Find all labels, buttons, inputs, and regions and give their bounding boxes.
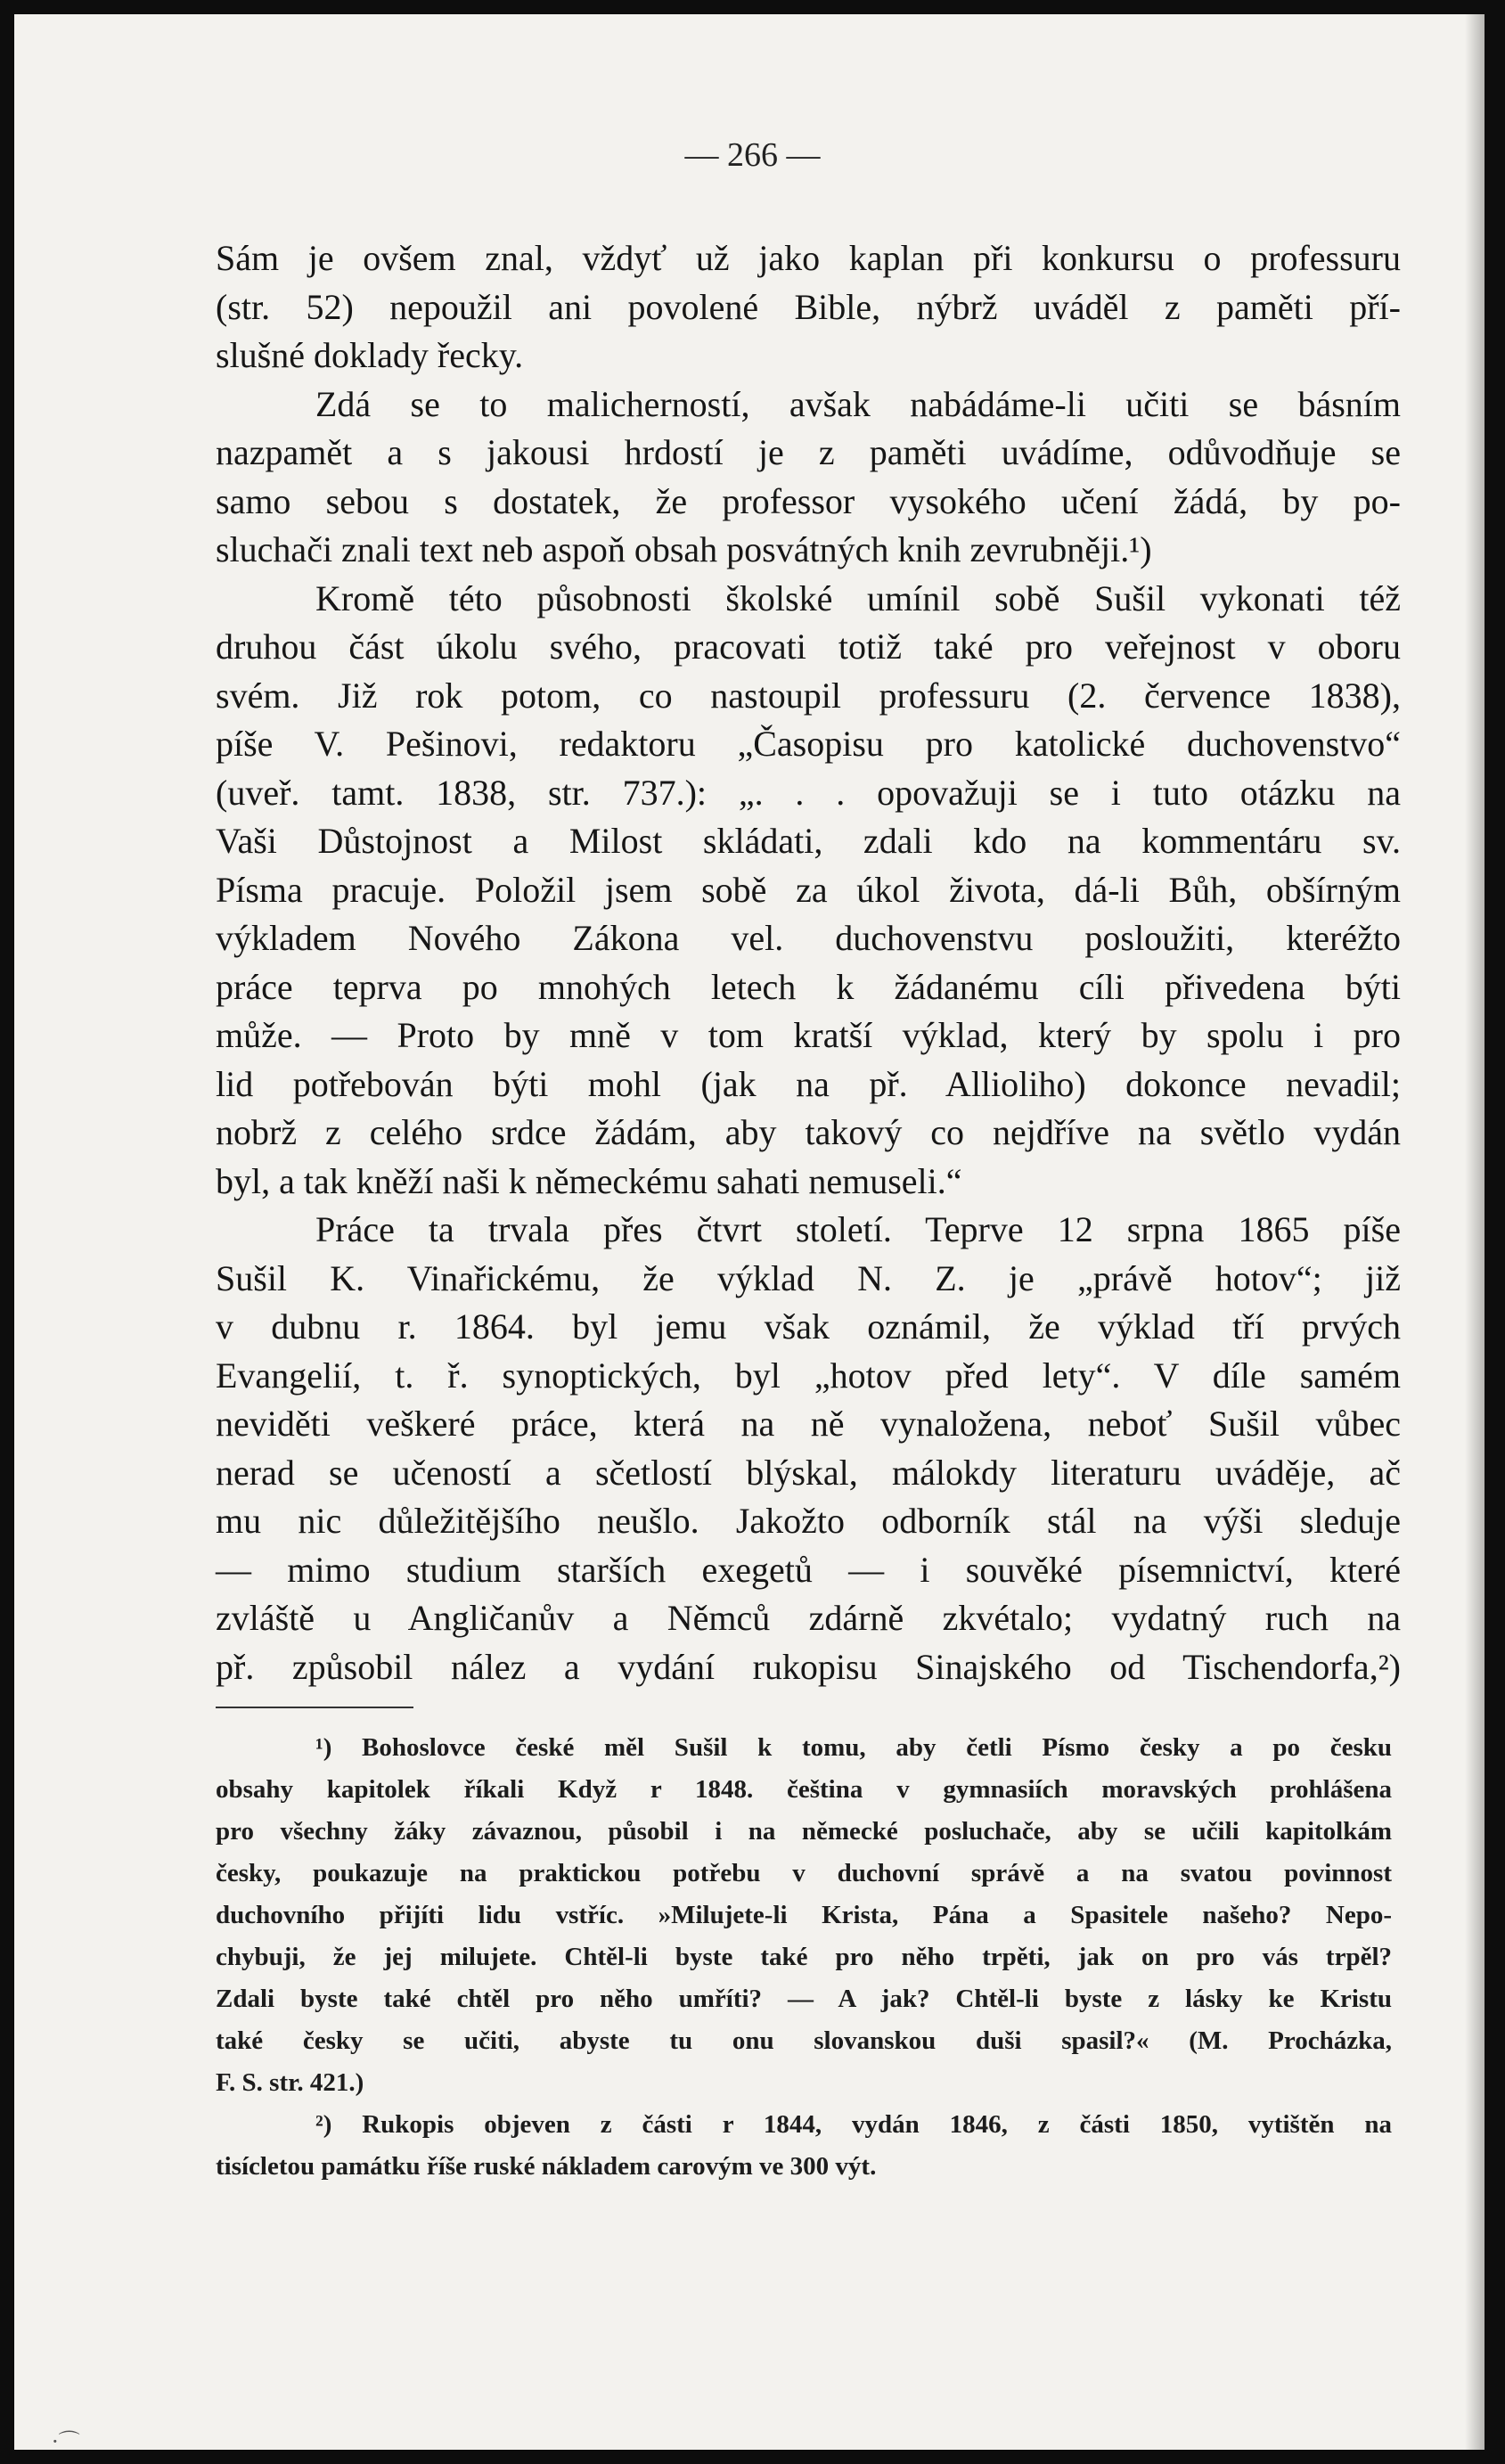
text-line: Kromě této působnosti školské umínil sobě Sušil vykonati též <box>315 577 1401 618</box>
text-line: Písma pracuje. Položil jsem sobě za úkol života, dá-li Bůh, obšírným <box>216 869 1401 910</box>
text-line: práce teprva po mnohých letech k žádanému cíli přivedena býti <box>216 966 1401 1007</box>
margin-mark: ·⌒ <box>52 2429 80 2454</box>
footnote-2 <box>216 2104 1392 2188</box>
text-line: zvláště u Angličanův a Němců zdárně zkvétalo; vydatný ruch na <box>216 1598 1401 1638</box>
text-line: svém. Již rok potom, co nastoupil professuru (2. července 1838), <box>216 675 1401 716</box>
text-line: Zdá se to malicherností, avšak nabádáme-li učiti se básním <box>315 383 1401 424</box>
text-line: př. způsobil nález a vydání rukopisu Sinajského od Tischendorfa,²) <box>216 1646 1401 1687</box>
footnote-line: duchovního přijíti lidu vstříc. »Milujete-li Krista, Pána a Spasitele našeho? Nepo- <box>216 1901 1392 1929</box>
text-line: — mimo studium starších exegetů — i souvěké písemnictví, které <box>216 1549 1401 1590</box>
text-line: sluchači znali text neb aspoň obsah posvátných knih zevrubněji.¹) <box>216 529 1152 569</box>
text-line: neviděti veškeré práce, která na ně vynaložena, neboť Sušil vůbec <box>216 1404 1401 1444</box>
text-line: nobrž z celého srdce žádám, aby takový co nejdříve na světlo vydán <box>216 1112 1401 1152</box>
text-line: nerad se učeností a sčetlostí blýskal, málokdy literaturu uváděje, ač <box>216 1452 1401 1493</box>
text-line: slušné doklady řecky. <box>216 335 524 375</box>
main-text <box>216 234 1401 1691</box>
text-line: druhou část úkolu svého, pracovati totiž také pro veřejnost v oboru <box>216 626 1401 667</box>
footnote-line: chybuji, že jej milujete. Chtěl-li byste také pro něho trpěti, jak on pro vás trpěl? <box>216 1943 1392 1971</box>
text-line: Vaši Důstojnost a Milost skládati, zdali kdo na kommentáru sv. <box>216 821 1401 861</box>
text-line: Evangelií, t. ř. synoptických, byl „hotov před lety“. V díle samém <box>216 1355 1401 1396</box>
footnote-line: pro všechny žáky závaznou, působil i na německé posluchače, aby se učili kapitolkám <box>216 1817 1392 1846</box>
footnote-line: obsahy kapitolek říkali Když r 1848. čeština v gymnasiích moravských prohlášena <box>216 1775 1392 1804</box>
text-line: výkladem Nového Zákona vel. duchovenstvu posloužiti, kteréžto <box>216 918 1401 958</box>
footnote-line: tisícletou památku říše ruské nákladem carovým ve 300 výt. <box>216 2152 877 2181</box>
text-line: mu nic důležitějšího neušlo. Jakožto odborník stál na výši sleduje <box>216 1501 1401 1541</box>
page-edge-shadow <box>1465 14 1485 2450</box>
page-number: — 266 — <box>684 136 821 174</box>
footnote-line: také česky se učiti, abyste tu onu slovanskou duši spasil?« (M. Procházka, <box>216 2026 1392 2055</box>
text-line: nazpamět a s jakousi hrdostí je z paměti uvádíme, odůvodňuje se <box>216 432 1401 472</box>
text-line: byl, a tak kněží naši k německému sahati nemuseli.“ <box>216 1160 962 1201</box>
text-line: (uveř. tamt. 1838, str. 737.): „. . . opovažuji se i tuto otázku na <box>216 772 1401 813</box>
footnote-rule <box>216 1707 413 1708</box>
footnotes <box>216 1727 1392 2188</box>
footnote-line: Zdali byste také chtěl pro něho umříti? — A jak? Chtěl-li byste z lásky ke Kristu <box>216 1985 1392 2013</box>
footnote-line: ²) Rukopis objeven z části r 1844, vydán 1846, z části 1850, vytištěn na <box>315 2110 1392 2139</box>
text-line: Práce ta trvala přes čtvrt století. Teprve 12 srpna 1865 píše <box>315 1209 1401 1249</box>
paragraph-1 <box>216 234 1401 381</box>
footnote-1 <box>216 1727 1392 2104</box>
text-line: v dubnu r. 1864. byl jemu však oznámil, že výklad tří prvých <box>216 1306 1401 1347</box>
text-line: samo sebou s dostatek, že professor vysokého učení žádá, by po- <box>216 480 1401 521</box>
text-line: lid potřebován býti mohl (jak na př. Allioliho) dokonce nevadil; <box>216 1063 1401 1104</box>
footnote-line: F. S. str. 421.) <box>216 2068 364 2097</box>
text-line: Sám je ovšem znal, vždyť už jako kaplan při konkursu o professuru <box>216 238 1401 278</box>
text-line: může. — Proto by mně v tom kratší výklad, který by spolu i pro <box>216 1015 1401 1055</box>
paragraph-3 <box>216 575 1401 1207</box>
text-line: (str. 52) nepoužil ani povolené Bible, nýbrž uváděl z paměti pří- <box>216 286 1401 327</box>
text-line: píše V. Pešinovi, redaktoru „Časopisu pro katolické duchovenstvo“ <box>216 724 1401 764</box>
paragraph-4 <box>216 1206 1401 1691</box>
footnote-line: ¹) Bohoslovce české měl Sušil k tomu, aby četli Písmo česky a po česku <box>315 1733 1392 1762</box>
text-line: Sušil K. Vinařickému, že výklad N. Z. je „právě hotov“; již <box>216 1257 1401 1298</box>
paragraph-2 <box>216 381 1401 575</box>
footnote-line: česky, poukazuje na praktickou potřebu v duchovní správě a na svatou povinnost <box>216 1859 1392 1887</box>
